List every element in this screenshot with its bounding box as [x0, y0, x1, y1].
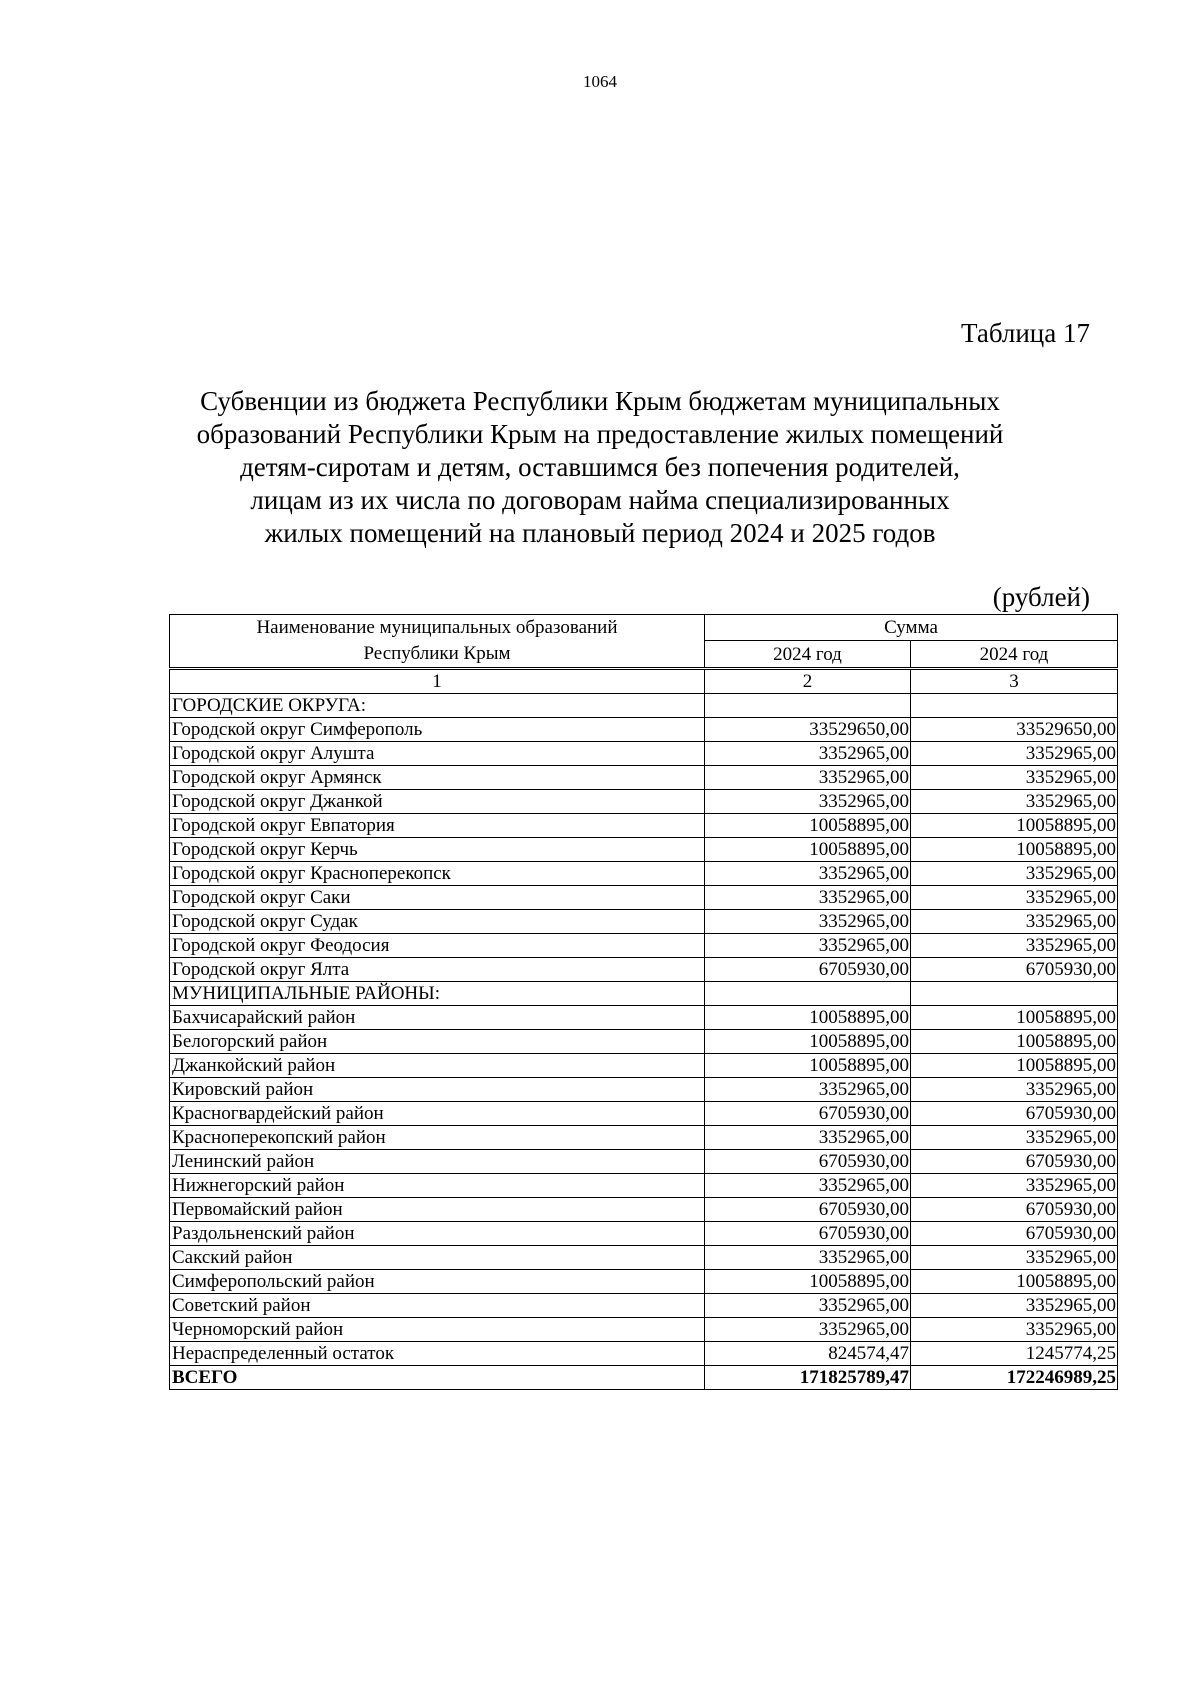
- row-value-2024-cell: 3352965,00: [705, 1078, 911, 1102]
- table-row: [170, 814, 1118, 838]
- table-row: [170, 1174, 1118, 1198]
- row-value-2025-cell: 1245774,25: [911, 1342, 1118, 1366]
- row-value-2024-cell: 6705930,00: [705, 958, 911, 982]
- table-row: [170, 982, 1118, 1006]
- table-row: [170, 790, 1118, 814]
- row-name-cell: Городской округ Красноперекопск: [170, 862, 705, 886]
- row-value-2024-cell: 824574,47: [705, 1342, 911, 1366]
- row-value-2025-cell: [911, 982, 1118, 1006]
- table-row: [170, 910, 1118, 934]
- row-name-cell: Городской округ Ялта: [170, 958, 705, 982]
- row-value-2025-cell: 3352965,00: [911, 910, 1118, 934]
- row-name-cell: Городской округ Алушта: [170, 742, 705, 766]
- row-value-2025-cell: 3352965,00: [911, 1126, 1118, 1150]
- row-value-2024-cell: 3352965,00: [705, 934, 911, 958]
- row-name-cell: Городской округ Саки: [170, 886, 705, 910]
- table-row: [170, 934, 1118, 958]
- row-name-cell: Белогорский район: [170, 1030, 705, 1054]
- row-value-2024-cell: 3352965,00: [705, 1126, 911, 1150]
- row-name-cell: Бахчисарайский район: [170, 1006, 705, 1030]
- column-number-row: [170, 669, 1118, 694]
- total-value-2024-cell: 171825789,47: [705, 1366, 911, 1390]
- row-value-2024-cell: 10058895,00: [705, 838, 911, 862]
- row-value-2025-cell: 3352965,00: [911, 1294, 1118, 1318]
- document-title: [150, 385, 1050, 550]
- row-value-2025-cell: 6705930,00: [911, 1198, 1118, 1222]
- table-row: [170, 1318, 1118, 1342]
- units-label: (рублей): [992, 582, 1090, 612]
- row-value-2025-cell: 33529650,00: [911, 718, 1118, 742]
- row-name-cell: Городской округ Судак: [170, 910, 705, 934]
- title-line: жилых помещений на плановый период 2024 и 2025 годов: [264, 518, 936, 548]
- column-number-cell: 3: [911, 669, 1118, 694]
- row-value-2025-cell: 6705930,00: [911, 1150, 1118, 1174]
- row-value-2024-cell: 33529650,00: [705, 718, 911, 742]
- row-value-2024-cell: 10058895,00: [705, 814, 911, 838]
- row-value-2025-cell: 3352965,00: [911, 790, 1118, 814]
- column-number-cell: 2: [705, 669, 911, 694]
- row-name-cell: Городской округ Керчь: [170, 838, 705, 862]
- header-row: [170, 615, 1118, 641]
- row-value-2024-cell: 10058895,00: [705, 1270, 911, 1294]
- header-year-cell: 2024 год: [911, 641, 1118, 669]
- header-name-line: Республики Крым: [363, 643, 511, 664]
- row-name-cell: Красногвардейский район: [170, 1102, 705, 1126]
- row-value-2024-cell: 3352965,00: [705, 1294, 911, 1318]
- row-name-cell: Городской округ Армянск: [170, 766, 705, 790]
- header-year-cell: 2024 год: [705, 641, 911, 669]
- header-sum-cell: Сумма: [705, 615, 1118, 641]
- title-line: образований Республики Крым на предоставление жилых помещений: [196, 419, 1004, 449]
- table-row: [170, 1030, 1118, 1054]
- row-name-cell: МУНИЦИПАЛЬНЫЕ РАЙОНЫ:: [170, 982, 705, 1006]
- row-name-cell: Кировский район: [170, 1078, 705, 1102]
- row-value-2025-cell: 3352965,00: [911, 886, 1118, 910]
- table-row: [170, 838, 1118, 862]
- row-value-2024-cell: 6705930,00: [705, 1150, 911, 1174]
- subvention-table: [169, 614, 1118, 1390]
- table-label: Таблица 17: [961, 318, 1090, 348]
- row-name-cell: Городской округ Джанкой: [170, 790, 705, 814]
- row-name-cell: Черноморский район: [170, 1318, 705, 1342]
- row-value-2025-cell: 10058895,00: [911, 838, 1118, 862]
- table-row: [170, 1126, 1118, 1150]
- title-line: Субвенции из бюджета Республики Крым бюджетам муниципальных: [200, 386, 1000, 416]
- row-value-2025-cell: [911, 694, 1118, 718]
- table-row: [170, 1198, 1118, 1222]
- table-row: [170, 1078, 1118, 1102]
- row-value-2025-cell: 3352965,00: [911, 766, 1118, 790]
- row-name-cell: Первомайский район: [170, 1198, 705, 1222]
- row-value-2025-cell: 3352965,00: [911, 862, 1118, 886]
- row-name-cell: Ленинский район: [170, 1150, 705, 1174]
- table-row: [170, 1342, 1118, 1366]
- row-value-2024-cell: [705, 694, 911, 718]
- table-row: [170, 742, 1118, 766]
- row-value-2024-cell: 3352965,00: [705, 790, 911, 814]
- row-value-2025-cell: 10058895,00: [911, 1270, 1118, 1294]
- row-value-2024-cell: 3352965,00: [705, 1246, 911, 1270]
- row-value-2024-cell: 6705930,00: [705, 1222, 911, 1246]
- table-row: [170, 1006, 1118, 1030]
- row-name-cell: Сакский район: [170, 1246, 705, 1270]
- row-value-2024-cell: 6705930,00: [705, 1198, 911, 1222]
- row-value-2025-cell: 6705930,00: [911, 958, 1118, 982]
- row-value-2024-cell: 10058895,00: [705, 1030, 911, 1054]
- table-row: [170, 1294, 1118, 1318]
- row-value-2025-cell: 10058895,00: [911, 814, 1118, 838]
- row-value-2025-cell: 3352965,00: [911, 1174, 1118, 1198]
- column-number-cell: 1: [170, 669, 705, 694]
- row-value-2024-cell: 10058895,00: [705, 1054, 911, 1078]
- row-name-cell: Симферопольский район: [170, 1270, 705, 1294]
- table-row: [170, 694, 1118, 718]
- row-value-2024-cell: [705, 982, 911, 1006]
- row-name-cell: Красноперекопский район: [170, 1126, 705, 1150]
- row-name-cell: Советский район: [170, 1294, 705, 1318]
- header-name-line: Наименование муниципальных образований: [256, 617, 618, 638]
- total-row: [170, 1366, 1118, 1390]
- row-name-cell: Раздольненский район: [170, 1222, 705, 1246]
- page-number: 1064: [583, 72, 617, 91]
- total-name-cell: ВСЕГО: [170, 1366, 705, 1390]
- row-value-2025-cell: 3352965,00: [911, 1318, 1118, 1342]
- row-value-2024-cell: 3352965,00: [705, 766, 911, 790]
- table-row: [170, 1270, 1118, 1294]
- table-row: [170, 886, 1118, 910]
- table-row: [170, 718, 1118, 742]
- row-value-2024-cell: 3352965,00: [705, 862, 911, 886]
- total-value-2025-cell: 172246989,25: [911, 1366, 1118, 1390]
- table-row: [170, 862, 1118, 886]
- row-name-cell: Нераспределенный остаток: [170, 1342, 705, 1366]
- table-row: [170, 1054, 1118, 1078]
- row-value-2024-cell: 3352965,00: [705, 1174, 911, 1198]
- title-line: детям-сиротам и детям, оставшимся без попечения родителей,: [240, 452, 960, 482]
- header-name-cell: [170, 615, 705, 669]
- table-row: [170, 1222, 1118, 1246]
- row-name-cell: ГОРОДСКИЕ ОКРУГА:: [170, 694, 705, 718]
- row-value-2025-cell: 3352965,00: [911, 1078, 1118, 1102]
- row-value-2025-cell: 3352965,00: [911, 742, 1118, 766]
- row-value-2024-cell: 3352965,00: [705, 742, 911, 766]
- table-row: [170, 766, 1118, 790]
- row-name-cell: Городской округ Евпатория: [170, 814, 705, 838]
- row-value-2025-cell: 10058895,00: [911, 1006, 1118, 1030]
- title-line: лицам из их числа по договорам найма специализированных: [250, 485, 950, 515]
- row-value-2025-cell: 10058895,00: [911, 1054, 1118, 1078]
- row-value-2025-cell: 10058895,00: [911, 1030, 1118, 1054]
- row-name-cell: Городской округ Симферополь: [170, 718, 705, 742]
- row-value-2024-cell: 3352965,00: [705, 886, 911, 910]
- row-name-cell: Джанкойский район: [170, 1054, 705, 1078]
- row-value-2024-cell: 10058895,00: [705, 1006, 911, 1030]
- row-name-cell: Городской округ Феодосия: [170, 934, 705, 958]
- table-row: [170, 1150, 1118, 1174]
- row-value-2025-cell: 6705930,00: [911, 1222, 1118, 1246]
- table-row: [170, 1102, 1118, 1126]
- row-value-2024-cell: 3352965,00: [705, 910, 911, 934]
- row-value-2024-cell: 6705930,00: [705, 1102, 911, 1126]
- row-value-2025-cell: 3352965,00: [911, 1246, 1118, 1270]
- table-row: [170, 1246, 1118, 1270]
- row-value-2025-cell: 6705930,00: [911, 1102, 1118, 1126]
- row-value-2025-cell: 3352965,00: [911, 934, 1118, 958]
- row-value-2024-cell: 3352965,00: [705, 1318, 911, 1342]
- table-row: [170, 958, 1118, 982]
- row-name-cell: Нижнегорский район: [170, 1174, 705, 1198]
